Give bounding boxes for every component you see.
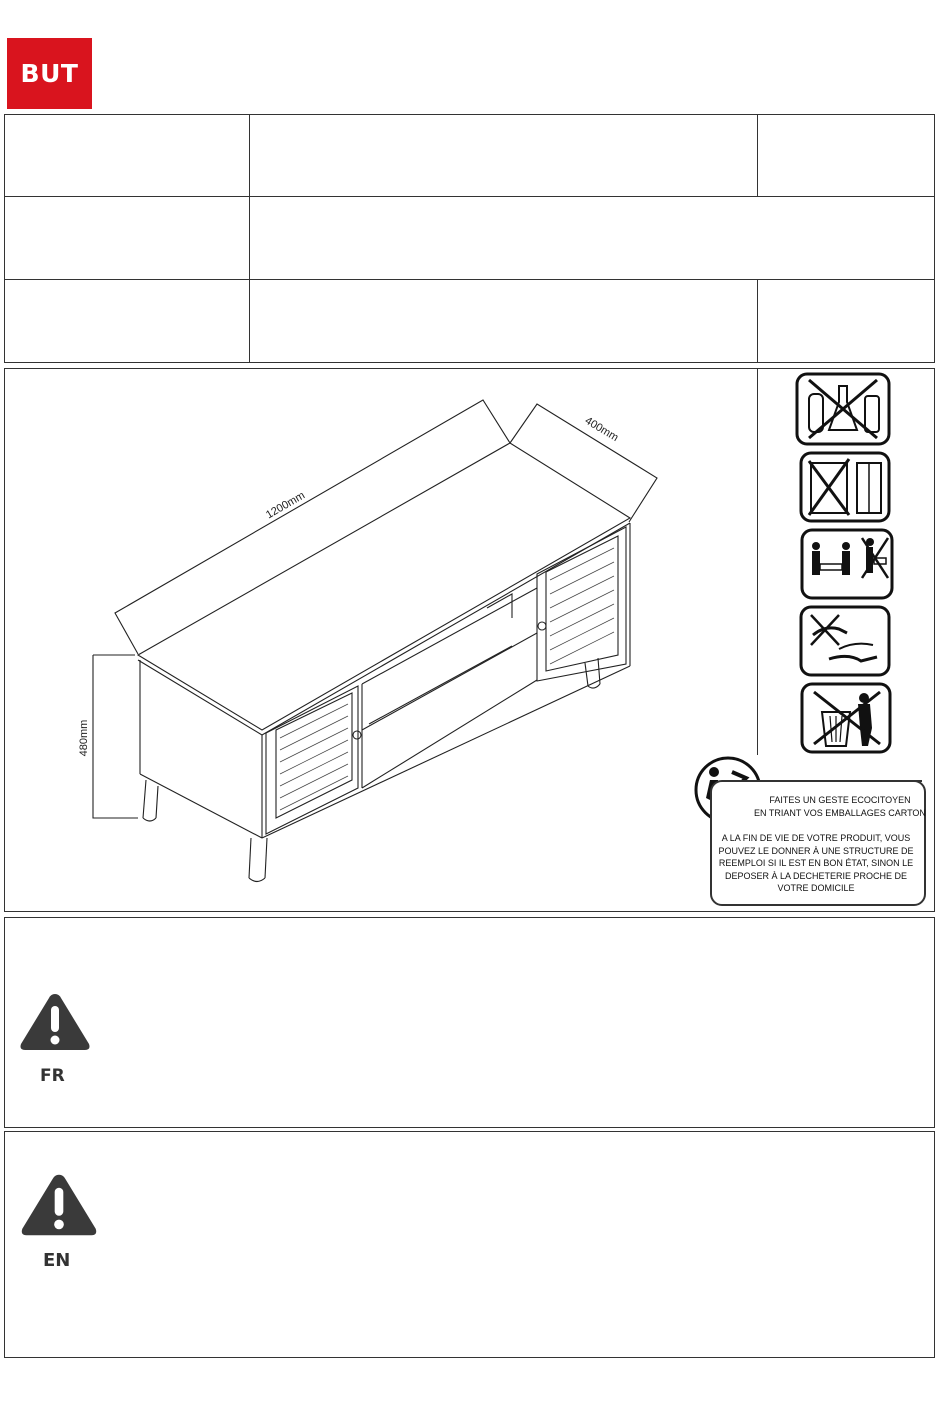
warning-triangle-icon: [18, 1170, 100, 1240]
two-person-lift-icon: [800, 528, 894, 600]
eco-body-line: DEPOSER À LA DECHETERIE PROCHE DE: [724, 870, 908, 881]
height-dimension-label: 480mm: [78, 719, 90, 757]
no-solvents-icon: [795, 372, 891, 446]
tv-stand-drawing: [0, 368, 700, 912]
header-table: [4, 114, 935, 363]
warning-panel-en: [4, 1131, 935, 1358]
eco-header-line2: EN TRIANT VOS EMBALLAGES CARTON: [754, 807, 926, 818]
eco-body-line: REEMPLOI SI IL EST EN BON ÉTAT, SINON LE: [718, 858, 914, 868]
no-trash-disposal-icon: [800, 682, 892, 754]
eco-recycling-notice: [692, 754, 930, 910]
eco-body-line: A LA FIN DE VIE DE VOTRE PRODUIT, VOUS: [721, 833, 911, 843]
brand-logo-text: BUT: [20, 59, 79, 88]
warning-panel-fr: [4, 917, 935, 1128]
eco-header-line1: FAITES UN GESTE ECOCITOYEN: [769, 795, 911, 805]
no-finger-pinch-icon: [799, 605, 891, 677]
width-dimension-label: 1200mm: [263, 489, 308, 522]
warning-lang-fr: FR: [40, 1066, 65, 1086]
warning-triangle-icon: [17, 990, 93, 1054]
no-vertical-wardrobe-icon: [799, 451, 891, 523]
eco-body-line: POUVEZ LE DONNER À UNE STRUCTURE DE: [718, 845, 914, 856]
eco-body-line: VOTRE DOMICILE: [777, 883, 855, 893]
brand-logo: [7, 38, 92, 109]
depth-dimension-label: 400mm: [582, 414, 621, 445]
warning-lang-en: EN: [43, 1250, 71, 1271]
